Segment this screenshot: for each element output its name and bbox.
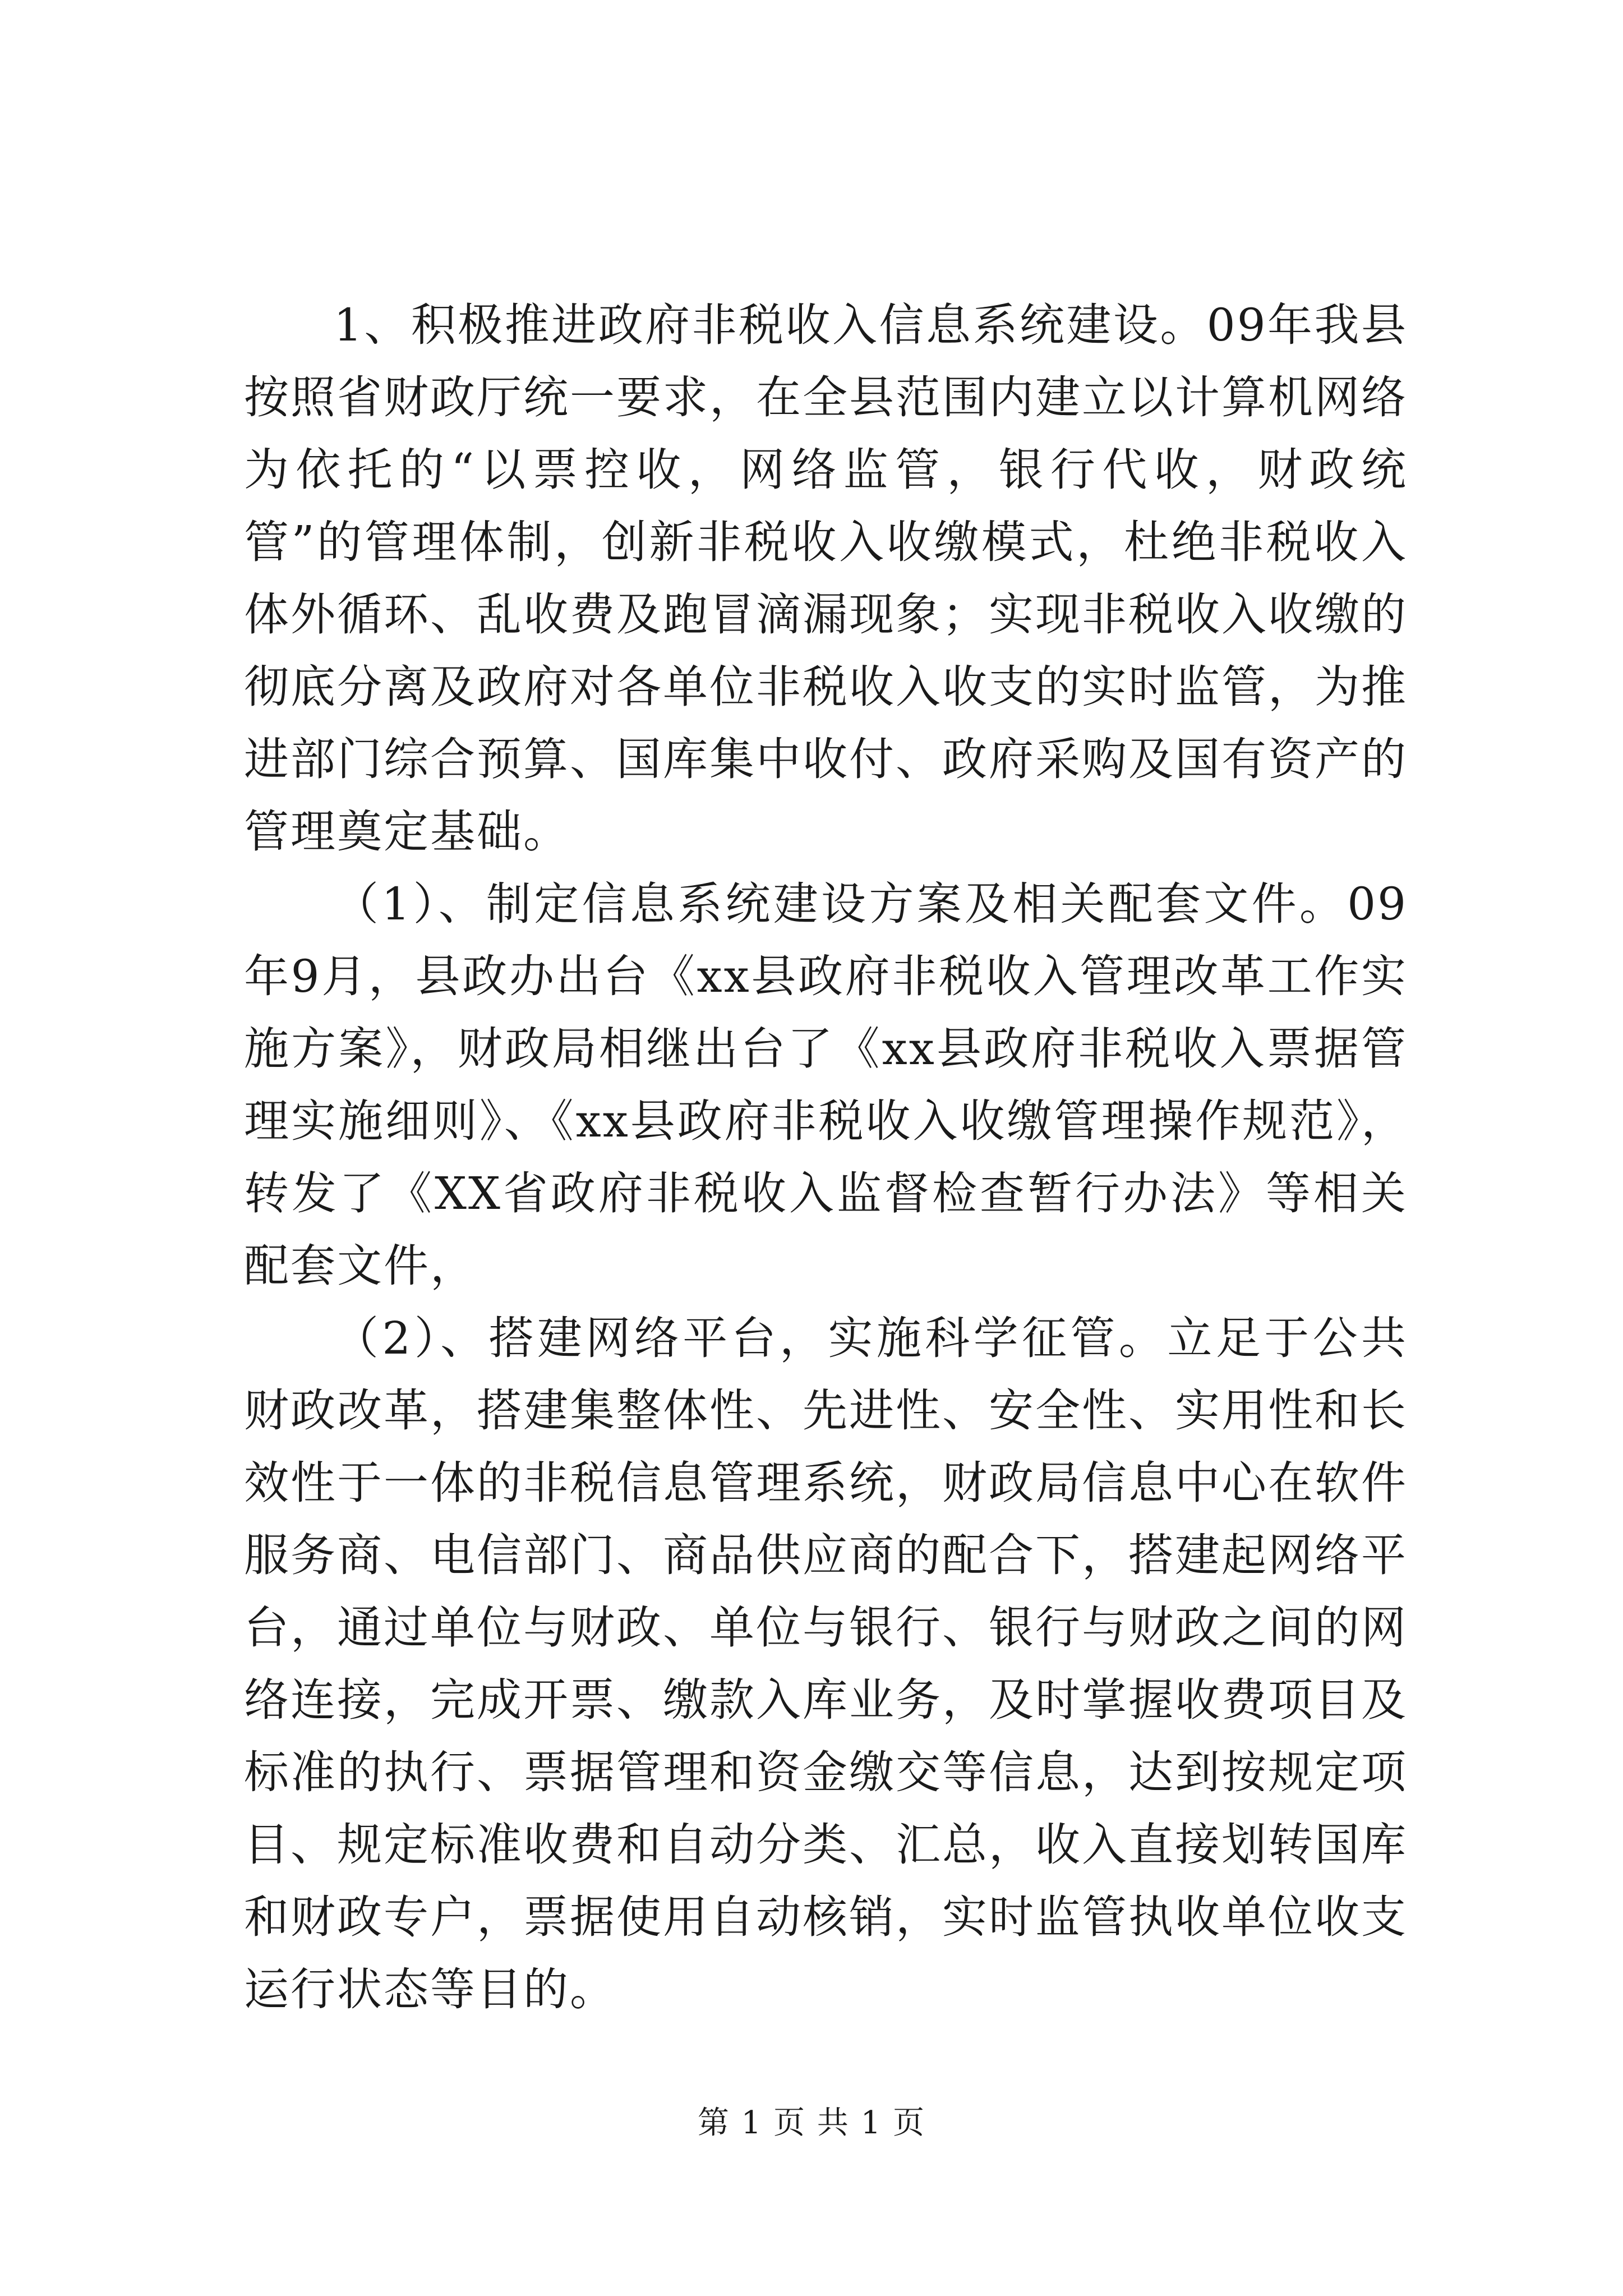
paragraph-2: （1）、制定信息系统建设方案及相关配套文件。09年9月，县政办出台《xx县政府非税收入管理改革工作实施方案》，财政局相继出台了《xx县政府非税收入票据管理实施细则》、《xx县政府非税收入收缴管理操作规范》，转发了《XX省政府非税收入监督检查暂行办法》等相关配套文件， [244,878,1408,1292]
page-number-footer: 第 1 页 共 1 页 [697,2105,926,2141]
document-body [244,289,1408,2026]
paragraph-1: 1、积极推进政府非税收入信息系统建设。09年我县按照省财政厅统一要求，在全县范围内建立以计算机网络为依托的“以票控收，网络监管，银行代收，财政统管”的管理体制，创新非税收入收缴模式，杜绝非税收入体外循环、乱收费及跑冒滴漏现象；实现非税收入收缴的彻底分离及政府对各单位非税收入收支的实时监管，为推进部门综合预算、国库集中收付、政府采购及国有资产的管理奠定基础。 [244,299,1408,858]
paragraph-3: （2）、搭建网络平台，实施科学征管。立足于公共财政改革，搭建集整体性、先进性、安全性、实用性和长效性于一体的非税信息管理系统，财政局信息中心在软件服务商、电信部门、商品供应商的配合下，搭建起网络平台，通过单位与财政、单位与银行、银行与财政之间的网络连接，完成开票、缴款入库业务，及时掌握收费项目及标准的执行、票据管理和资金缴交等信息，达到按规定项目、规定标准收费和自动分类、汇总，收入直接划转国库和财政专户，票据使用自动核销，实时监管执收单位收支运行状态等目的。 [244,1312,1408,2016]
